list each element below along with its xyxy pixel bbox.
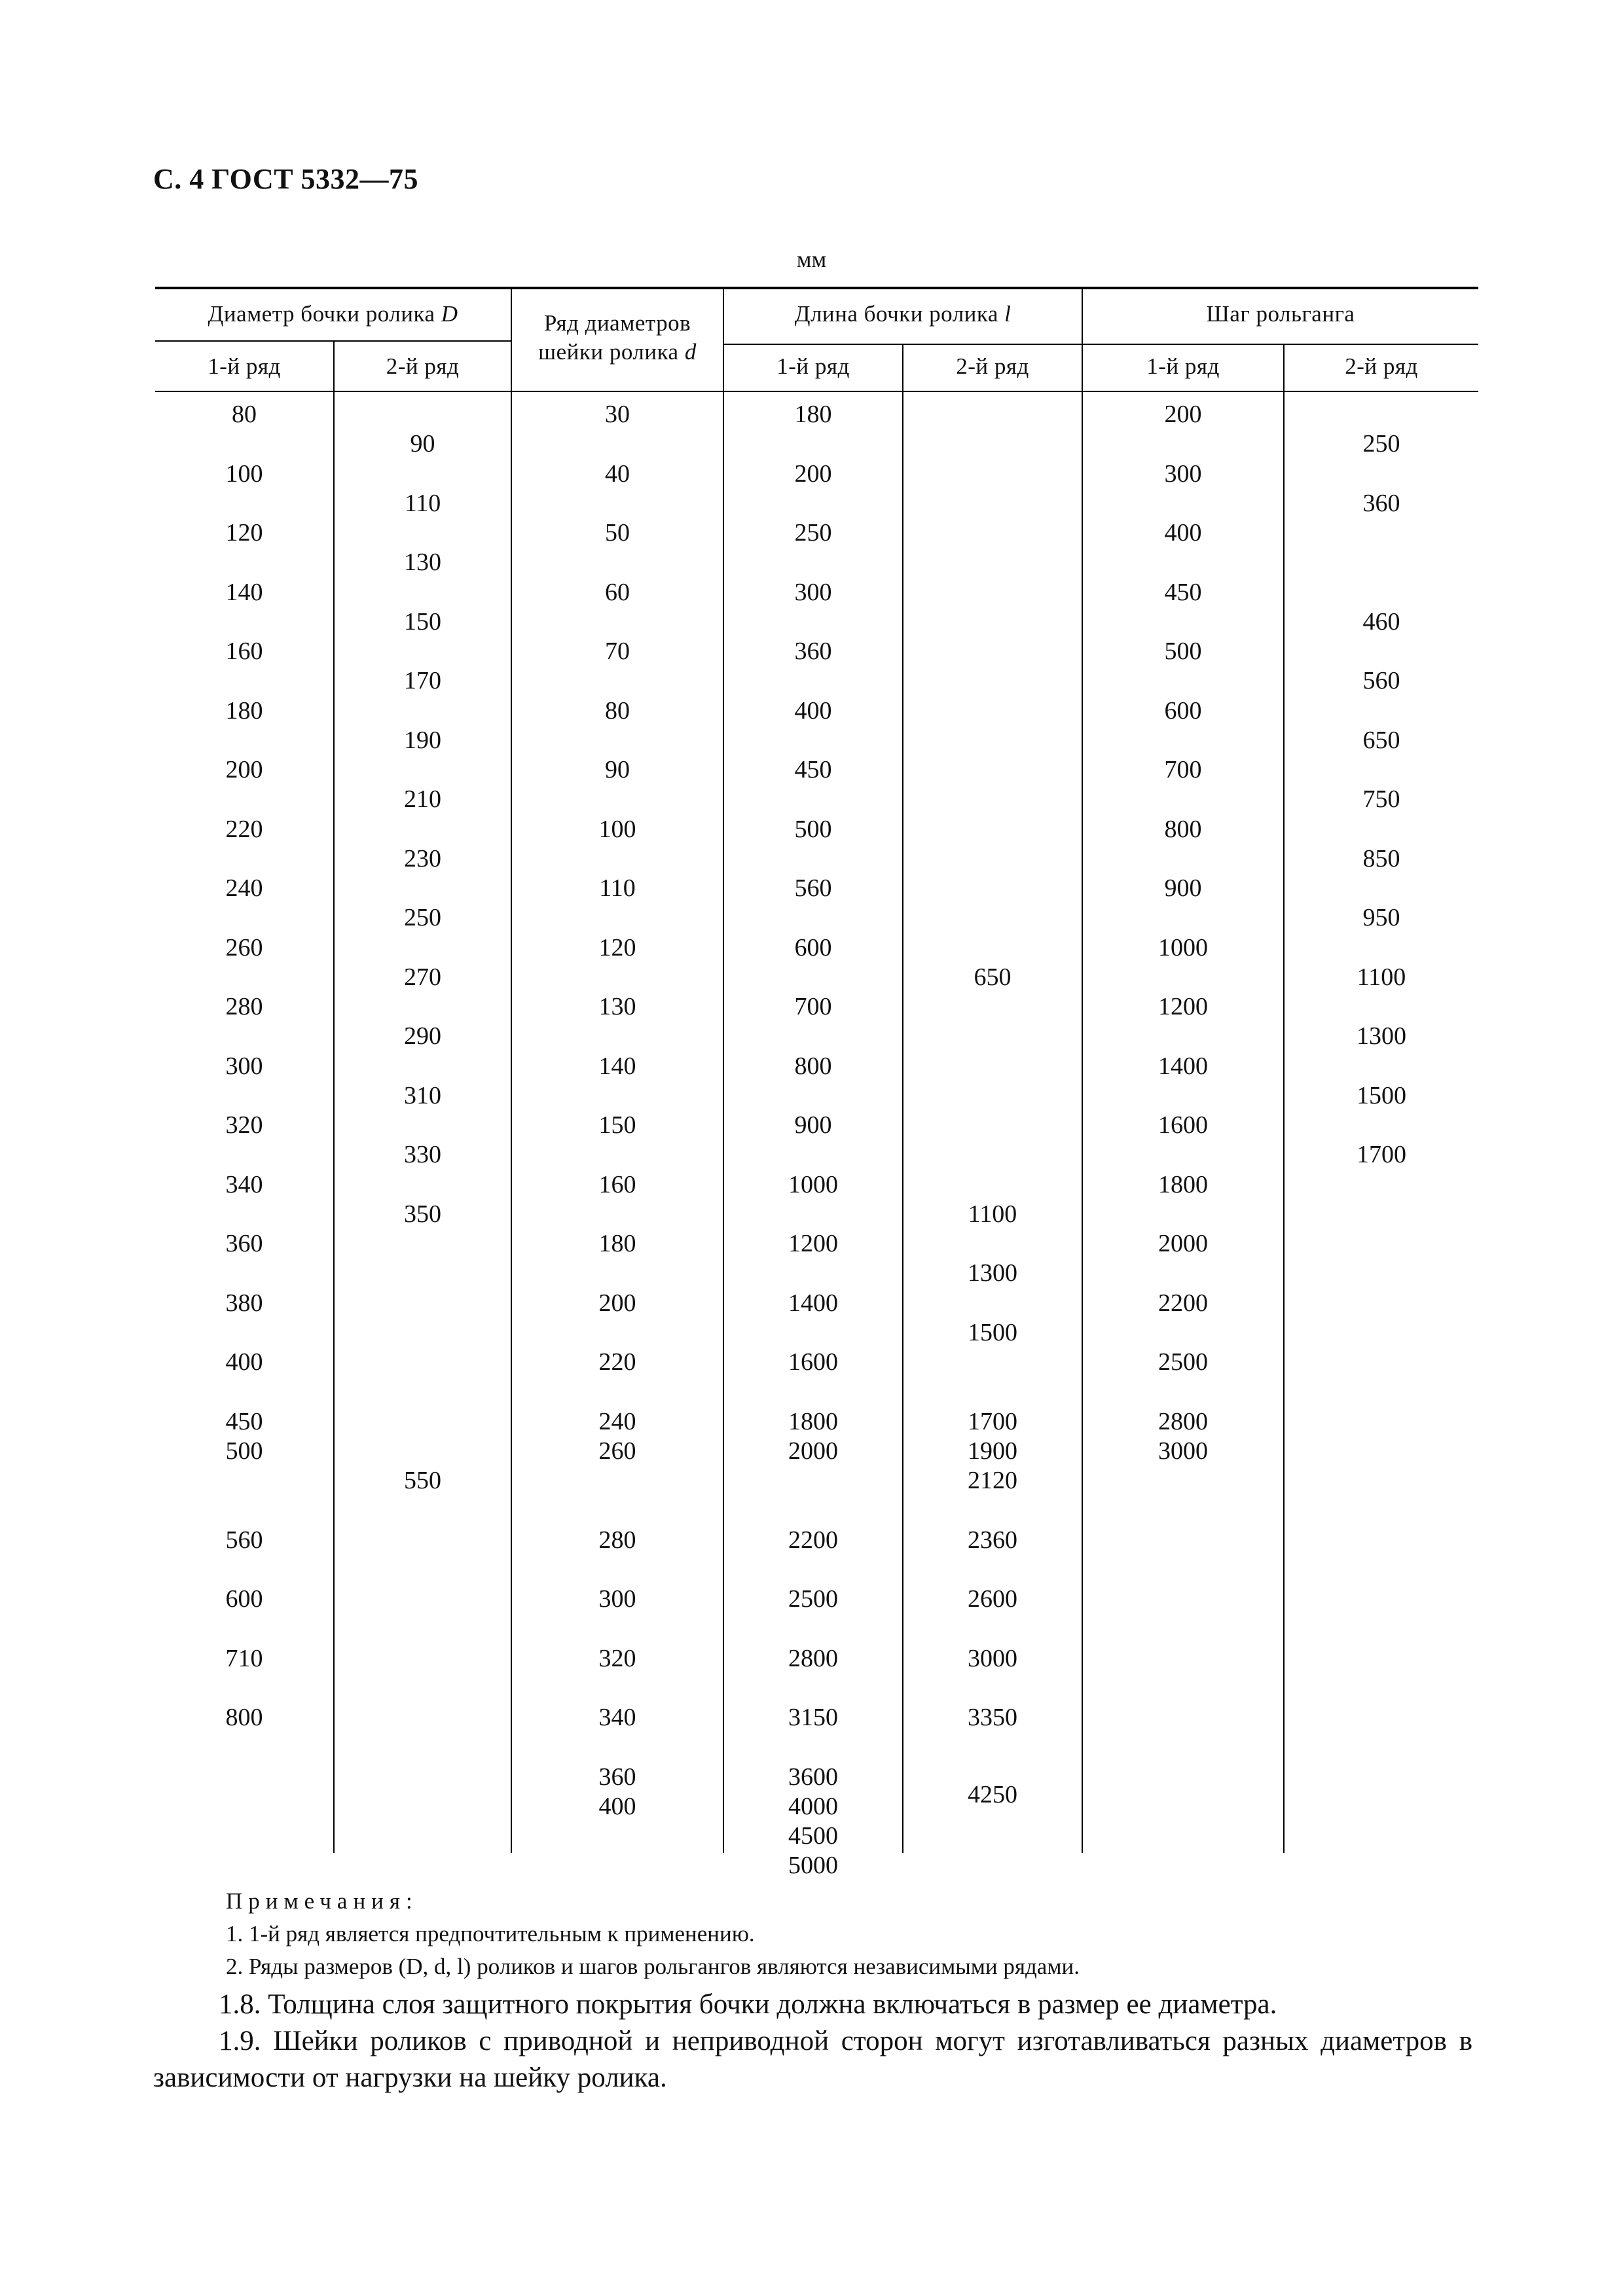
- table-cell: 1700: [1357, 1141, 1406, 1169]
- table-cell: 280: [225, 993, 263, 1020]
- table-top-rule: [155, 287, 1478, 289]
- table-cell: 340: [598, 1704, 636, 1731]
- header-neck: [512, 309, 723, 367]
- table-cell: 320: [598, 1644, 636, 1672]
- units-text: мм: [796, 246, 827, 272]
- table-cell: 360: [794, 637, 832, 665]
- table-cell: 300: [598, 1585, 636, 1613]
- table-cell: 400: [598, 1792, 636, 1820]
- table-cell: 2000: [788, 1437, 838, 1465]
- table-cell: 320: [225, 1111, 263, 1139]
- subheader-length-row1: 1-й ряд: [776, 353, 850, 379]
- table-cell: 2200: [1158, 1289, 1208, 1317]
- table-cell: 90: [605, 756, 630, 783]
- table-cell: 120: [225, 519, 263, 547]
- table-cell: 750: [1362, 785, 1400, 814]
- table-cell: 150: [404, 607, 441, 636]
- table-cell: 1000: [1158, 933, 1208, 961]
- table-cell: 1500: [1357, 1081, 1406, 1109]
- table-cell: 560: [225, 1526, 263, 1554]
- table-cell: 700: [794, 993, 832, 1020]
- table-cell: 180: [225, 696, 263, 725]
- header-neck-symbol: d: [684, 339, 697, 365]
- note-item: 1. 1-й ряд является предпочтительным к применению.: [226, 1921, 755, 1946]
- table-cell: 4000: [788, 1792, 838, 1820]
- table-cell: 2500: [788, 1585, 838, 1613]
- table-cell: 550: [404, 1467, 441, 1494]
- note-item: 2. Ряды размеров (D, d, l) роликов и шагов рольгангов являются независимыми рядами.: [226, 1954, 1080, 1979]
- page-header: С. 4 ГОСТ 5332—75: [153, 163, 419, 195]
- table-cell: 600: [794, 933, 832, 961]
- header-pitch-text: Шаг рольганга: [1206, 301, 1355, 327]
- table-cell: 560: [794, 874, 832, 902]
- table-cell: 650: [1362, 726, 1400, 754]
- table-cell: 120: [598, 933, 636, 961]
- table-cell: 1700: [968, 1407, 1017, 1435]
- table-cell: 500: [225, 1437, 263, 1465]
- table-cell: 1800: [788, 1407, 838, 1435]
- table-cell: 70: [605, 637, 630, 665]
- table-cell: 40: [605, 459, 630, 488]
- table-cell: 1500: [968, 1318, 1017, 1346]
- col-divider: [902, 344, 903, 1853]
- table-cell: 450: [794, 756, 832, 783]
- table-cell: 560: [1362, 667, 1400, 695]
- table-cell: 260: [225, 933, 263, 961]
- table-cell: 60: [605, 578, 630, 606]
- table-cell: 4250: [968, 1780, 1017, 1808]
- subheader-pitch-row2: 2-й ряд: [1345, 353, 1418, 379]
- header-diameter-symbol: D: [441, 301, 458, 327]
- table-cell: 4500: [788, 1822, 838, 1850]
- table-cell: 850: [1362, 844, 1400, 872]
- header-diameter: [155, 301, 511, 327]
- table-cell: 450: [225, 1407, 263, 1435]
- notes-title: Примечания:: [226, 1888, 418, 1914]
- table-cell: 340: [225, 1170, 263, 1198]
- table-cell: 1400: [788, 1289, 838, 1317]
- table-cell: 1100: [968, 1200, 1017, 1228]
- table-cell: 80: [605, 696, 630, 725]
- table-cell: 1600: [788, 1348, 838, 1376]
- table-cell: 2120: [968, 1467, 1017, 1494]
- table-cell: 2800: [788, 1644, 838, 1672]
- table-cell: 130: [598, 993, 636, 1020]
- table-cell: 2000: [1158, 1230, 1208, 1257]
- table-cell: 90: [410, 430, 435, 458]
- paragraph: 1.8. Толщина слоя защитного покрытия бочки должна включаться в размер ее диаметра.: [219, 1989, 1277, 2020]
- header-neck-line1: Ряд диаметров: [543, 310, 691, 336]
- table-cell: 900: [794, 1111, 832, 1139]
- table-cell: 2360: [968, 1526, 1017, 1554]
- table-cell: 900: [1164, 874, 1202, 902]
- table-cell: 1300: [968, 1259, 1017, 1287]
- table-cell: 190: [404, 726, 441, 754]
- table-cell: 200: [225, 756, 263, 783]
- table-cell: 400: [794, 696, 832, 725]
- table-cell: 180: [794, 401, 832, 428]
- table-cell: 360: [1362, 489, 1400, 517]
- table-cell: 250: [404, 904, 441, 932]
- table-cell: 460: [1362, 607, 1400, 636]
- table-cell: 5000: [788, 1852, 838, 1880]
- header-length-text: Длина бочки ролика: [794, 301, 998, 327]
- table-cell: 2800: [1158, 1407, 1208, 1435]
- subheader-pitch-row1: 1-й ряд: [1146, 353, 1220, 379]
- table-cell: 250: [1362, 430, 1400, 458]
- table-cell: 360: [225, 1230, 263, 1257]
- table-cell: 800: [225, 1704, 263, 1731]
- table-cell: 200: [1164, 401, 1202, 428]
- table-cell: 220: [598, 1348, 636, 1376]
- table-cell: 650: [974, 963, 1012, 991]
- paragraph: 1.9. Шейки роликов с приводной и неприводной сторон могут изготавливаться разных диаметров в зависимости от нагрузки на шейку ролика.: [153, 2026, 1472, 2093]
- table-cell: 2500: [1158, 1348, 1208, 1376]
- header-length: [724, 301, 1082, 327]
- table-cell: 360: [598, 1763, 636, 1791]
- table-cell: 230: [404, 844, 441, 872]
- table-cell: 450: [1164, 578, 1202, 606]
- table-cell: 170: [404, 667, 441, 695]
- table-cell: 310: [404, 1081, 441, 1109]
- table-cell: 700: [1164, 756, 1202, 783]
- table-cell: 2200: [788, 1526, 838, 1554]
- table-cell: 1200: [1158, 993, 1208, 1020]
- table-cell: 500: [1164, 637, 1202, 665]
- table-cell: 2600: [968, 1585, 1017, 1613]
- table-cell: 1900: [968, 1437, 1017, 1465]
- table-cell: 350: [404, 1200, 441, 1228]
- table-cell: 3000: [968, 1644, 1017, 1672]
- table-cell: 3000: [1158, 1437, 1208, 1465]
- table-cell: 130: [404, 548, 441, 577]
- table-cell: 80: [232, 401, 257, 428]
- table-cell: 1600: [1158, 1111, 1208, 1139]
- table-cell: 1100: [1357, 963, 1406, 991]
- table-cell: 300: [794, 578, 832, 606]
- table-cell: 600: [225, 1585, 263, 1613]
- table-cell: 300: [225, 1052, 263, 1080]
- table-cell: 240: [225, 874, 263, 902]
- table-cell: 800: [1164, 815, 1202, 843]
- table-subheader-rule-2: [723, 344, 1478, 345]
- table-cell: 3350: [968, 1704, 1017, 1731]
- table-cell: 380: [225, 1289, 263, 1317]
- table-cell: 950: [1362, 904, 1400, 932]
- table-cell: 1200: [788, 1230, 838, 1257]
- table-cell: 140: [598, 1052, 636, 1080]
- header-diameter-text: Диаметр бочки ролика: [208, 301, 435, 327]
- table-cell: 710: [225, 1644, 263, 1672]
- table-cell: 200: [794, 459, 832, 488]
- header-neck-line2: шейки ролика: [538, 339, 679, 365]
- subheader-diameter-row1: 1-й ряд: [208, 353, 281, 379]
- table-cell: 250: [794, 519, 832, 547]
- table-cell: 400: [1164, 519, 1202, 547]
- table-cell: 260: [598, 1437, 636, 1465]
- table-cell: 110: [599, 874, 636, 902]
- table-cell: 200: [598, 1289, 636, 1317]
- table-cell: 330: [404, 1141, 441, 1169]
- table-cell: 400: [225, 1348, 263, 1376]
- table-cell: 1300: [1357, 1022, 1406, 1050]
- table-cell: 180: [598, 1230, 636, 1257]
- table-cell: 100: [598, 815, 636, 843]
- table-cell: 150: [598, 1111, 636, 1139]
- table-cell: 280: [598, 1526, 636, 1554]
- table-cell: 3600: [788, 1763, 838, 1791]
- notes: [226, 1885, 1080, 1983]
- table-cell: 1800: [1158, 1170, 1208, 1198]
- subheader-length-row2: 2-й ряд: [956, 353, 1029, 379]
- table-cell: 220: [225, 815, 263, 843]
- header-pitch: [1083, 301, 1478, 327]
- table-cell: 30: [605, 401, 630, 428]
- body-text: [153, 1986, 1472, 2096]
- table-cell: 270: [404, 963, 441, 991]
- table-cell: 160: [225, 637, 263, 665]
- table-cell: 1400: [1158, 1052, 1208, 1080]
- table-cell: 100: [225, 459, 263, 488]
- table-header-bottom-rule: [155, 391, 1478, 392]
- table-cell: 290: [404, 1022, 441, 1050]
- table-cell: 240: [598, 1407, 636, 1435]
- table-cell: 110: [404, 489, 441, 517]
- table-cell: 1000: [788, 1170, 838, 1198]
- table-cell: 210: [404, 785, 441, 814]
- table-cell: 50: [605, 519, 630, 547]
- table-cell: 600: [1164, 696, 1202, 725]
- table-cell: 140: [225, 578, 263, 606]
- table-cell: 300: [1164, 459, 1202, 488]
- table-cell: 800: [794, 1052, 832, 1080]
- header-neck-line2-wrap: [512, 338, 723, 367]
- subheader-diameter-row2: 2-й ряд: [386, 353, 460, 379]
- table-cell: 500: [794, 815, 832, 843]
- header-length-symbol: l: [1004, 301, 1012, 327]
- table-cell: 160: [598, 1170, 636, 1198]
- table-cell: 3150: [788, 1704, 838, 1731]
